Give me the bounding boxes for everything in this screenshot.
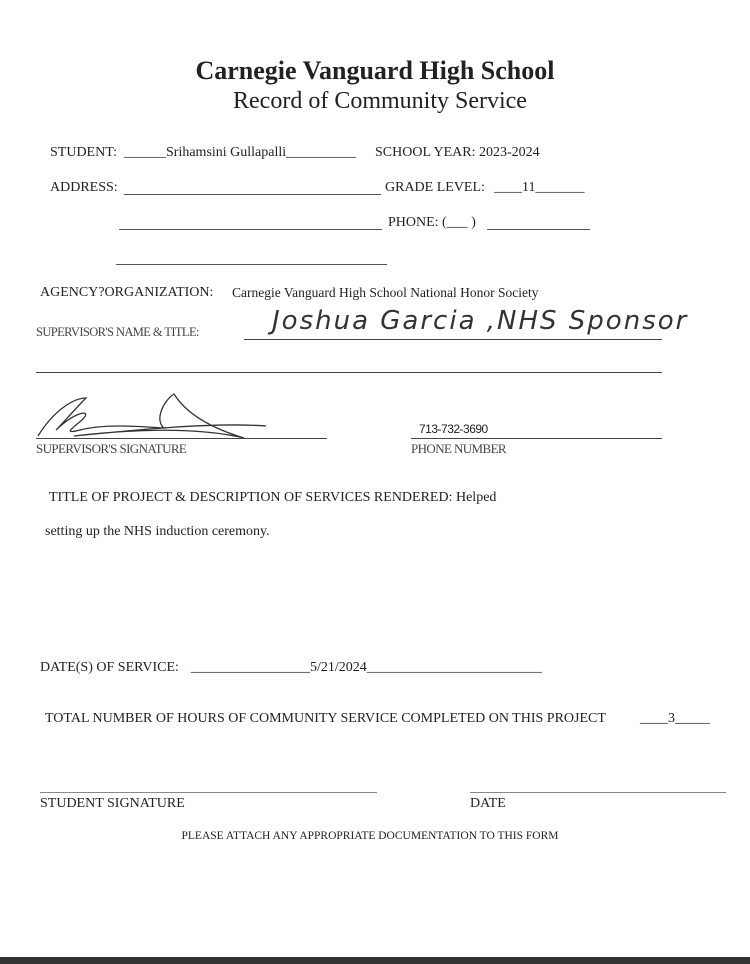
school-name: Carnegie Vanguard High School [195, 56, 555, 85]
supervisor-name-label: SUPERVISOR'S NAME & TITLE: [36, 325, 199, 339]
phone-line [487, 229, 590, 230]
date-line [470, 792, 726, 793]
supervisor-phone-line [411, 438, 662, 439]
address-line-1 [124, 194, 381, 195]
address-line-3 [116, 264, 387, 265]
phone-label: PHONE: (_ [388, 215, 454, 230]
address-line-2 [119, 229, 382, 230]
supervisor-signature-label: SUPERVISOR'S SIGNATURE [36, 441, 187, 456]
supervisor-phone: 713-732-3690 [419, 422, 488, 436]
hours-value: ____3_____ [640, 711, 710, 726]
student-name: ______Srihamsini Gullapalli__________ [124, 145, 357, 160]
school-year: SCHOOL YEAR: 2023-2024 [375, 145, 540, 160]
supervisor-name-handwritten: Joshua Garcia ,NHS Sponsor [272, 306, 689, 336]
project-label: TITLE OF PROJECT & DESCRIPTION OF SERVICES RENDERED: Helped [49, 490, 497, 505]
student-label: STUDENT: [50, 145, 117, 160]
supervisor-title-line [36, 372, 662, 373]
dates-label: DATE(S) OF SERVICE: [40, 660, 179, 675]
agency-label: AGENCY?ORGANIZATION: [40, 285, 214, 300]
agency-value: Carnegie Vanguard High School National Honor Society [232, 285, 539, 300]
bottom-edge-bar [0, 957, 750, 964]
student-signature-line [40, 792, 377, 793]
student-signature-label: STUDENT SIGNATURE [40, 796, 185, 811]
grade-level-value: ____11_______ [494, 180, 585, 195]
date-label: DATE [470, 796, 506, 811]
address-label: ADDRESS: [50, 180, 118, 195]
dates-value: _________________5/21/2024_________________________ [191, 660, 542, 675]
project-description: setting up the NHS induction ceremony. [45, 524, 270, 539]
documentation-note: PLEASE ATTACH ANY APPROPRIATE DOCUMENTATION TO THIS FORM [181, 830, 559, 842]
grade-level-label: GRADE LEVEL: [385, 180, 485, 195]
phone-area: __ ) [453, 215, 476, 230]
form-title: Record of Community Service [233, 88, 527, 114]
supervisor-signature-line [36, 438, 327, 439]
supervisor-name-line [244, 339, 662, 340]
phone-number-label: PHONE NUMBER [411, 441, 507, 456]
hours-label: TOTAL NUMBER OF HOURS OF COMMUNITY SERVICE COMPLETED ON THIS PROJECT [45, 711, 606, 726]
